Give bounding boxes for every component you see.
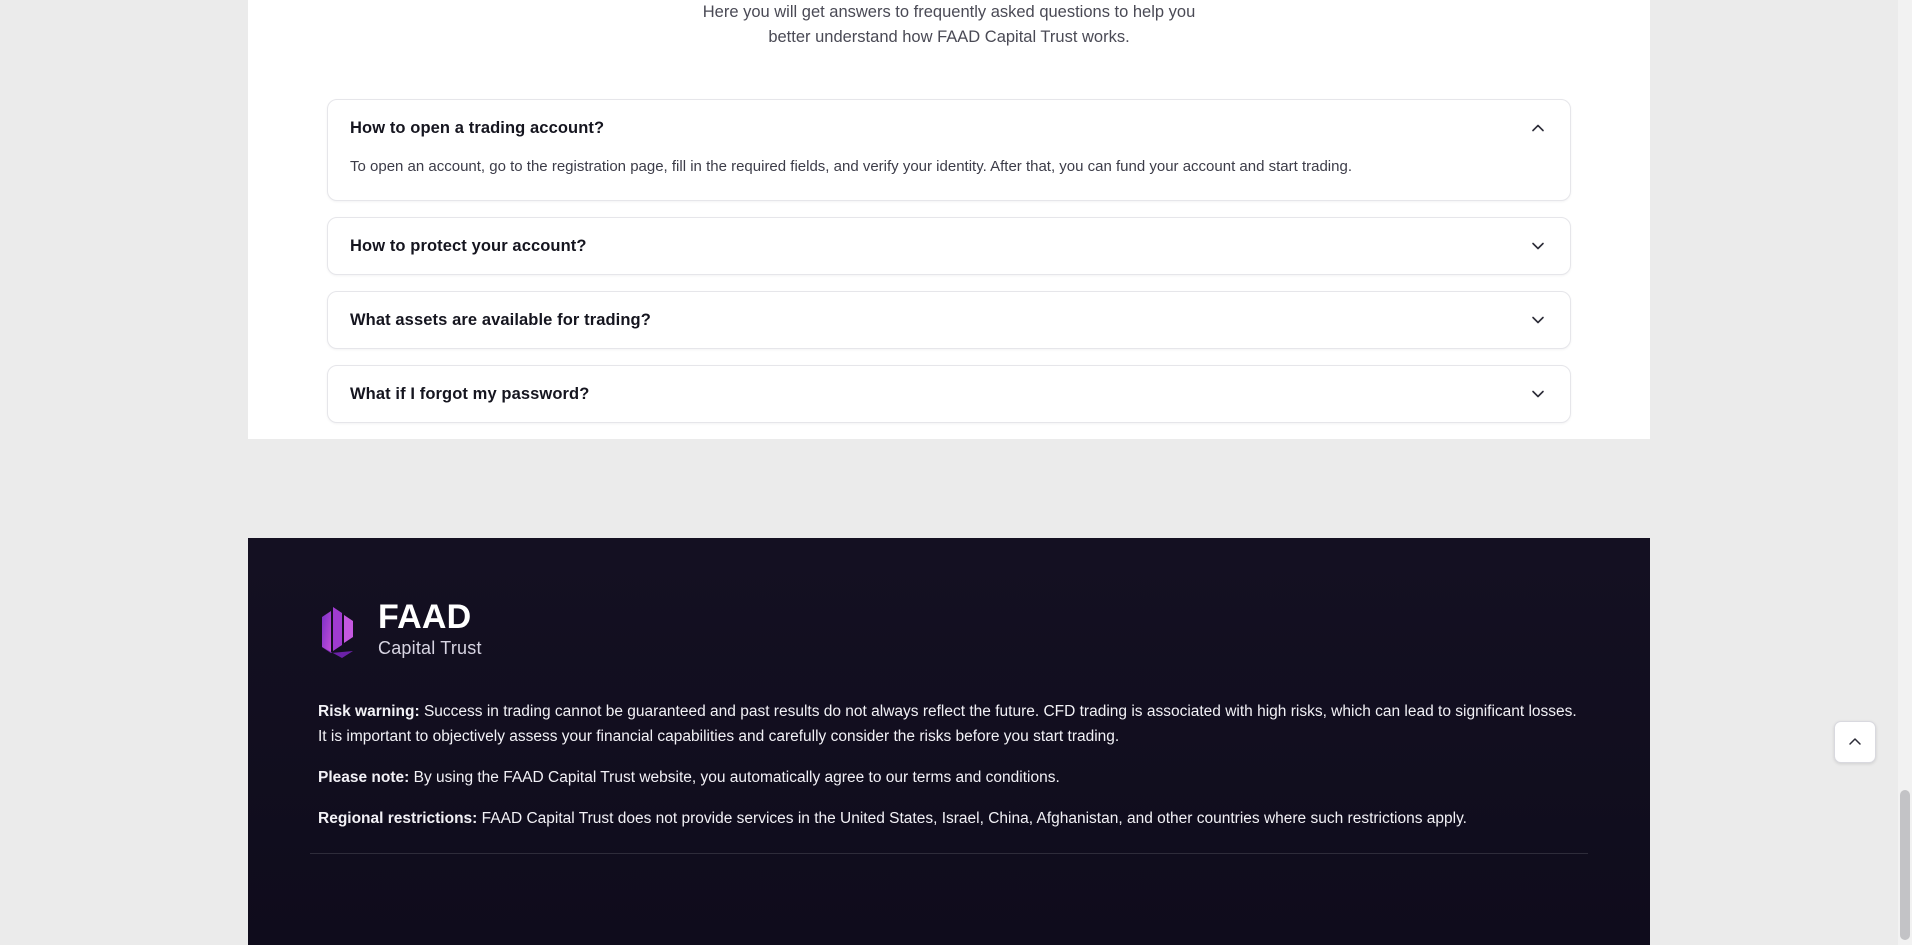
faq-item <box>327 291 1571 349</box>
footer-brand-name: FAAD <box>378 598 472 636</box>
faq-intro <box>248 0 1650 49</box>
faq-intro-line-2: better understand how FAAD Capital Trust works. <box>768 27 1130 46</box>
scrollbar-thumb[interactable] <box>1900 790 1910 940</box>
faq-question: What if I forgot my password? <box>350 384 590 403</box>
faq-list <box>327 99 1571 423</box>
faq-item <box>327 99 1571 201</box>
scroll-to-top-button[interactable] <box>1834 721 1876 763</box>
please-note <box>318 765 1580 790</box>
chevron-down-icon[interactable] <box>1528 310 1548 330</box>
faq-item-header[interactable] <box>350 100 1548 156</box>
chevron-up-icon[interactable] <box>1528 118 1548 138</box>
chevron-down-icon[interactable] <box>1528 384 1548 404</box>
faq-question: How to protect your account? <box>350 236 587 255</box>
risk-warning-label: Risk warning: <box>318 703 420 720</box>
chevron-up-icon <box>1847 734 1863 750</box>
faq-item-header[interactable] <box>350 366 1548 422</box>
faq-item-header[interactable] <box>350 218 1548 274</box>
regional-restrictions <box>318 806 1580 831</box>
risk-warning <box>318 699 1580 749</box>
faq-item <box>327 365 1571 423</box>
faq-answer: To open an account, go to the registration page, fill in the required fields, and verify your identity. After that, you can fund your account and start trading. <box>350 158 1352 175</box>
footer-brand[interactable] <box>318 600 1580 659</box>
faq-question: How to open a trading account? <box>350 118 605 137</box>
faq-item-header[interactable] <box>350 292 1548 348</box>
faq-item <box>327 217 1571 275</box>
site-footer <box>248 538 1650 945</box>
page-scrollbar[interactable] <box>1898 0 1912 945</box>
risk-warning-text: Success in trading cannot be guaranteed and past results do not always reflect the future. CFD trading is associated with high risks, which can lead to significant losses. It is important to objectively assess your financial capabilities and carefully consider the risks before you start trading. <box>318 703 1577 745</box>
faq-question: What assets are available for trading? <box>350 310 651 329</box>
chevron-down-icon[interactable] <box>1528 236 1548 256</box>
footer-brand-subtitle: Capital Trust <box>378 638 482 658</box>
please-note-text: By using the FAAD Capital Trust website, you automatically agree to our terms and conditions. <box>409 769 1060 786</box>
faq-intro-line-1: Here you will get answers to frequently asked questions to help you <box>702 3 1196 21</box>
footer-divider <box>310 853 1588 854</box>
faq-section <box>248 0 1650 439</box>
please-note-label: Please note: <box>318 769 410 786</box>
faad-logo-icon <box>318 601 362 659</box>
footer-disclaimers <box>318 699 1580 831</box>
regional-restrictions-label: Regional restrictions: <box>318 810 478 827</box>
regional-restrictions-text: FAAD Capital Trust does not provide services in the United States, Israel, China, Afghanistan, and other countries where such restrictions apply. <box>477 810 1467 827</box>
